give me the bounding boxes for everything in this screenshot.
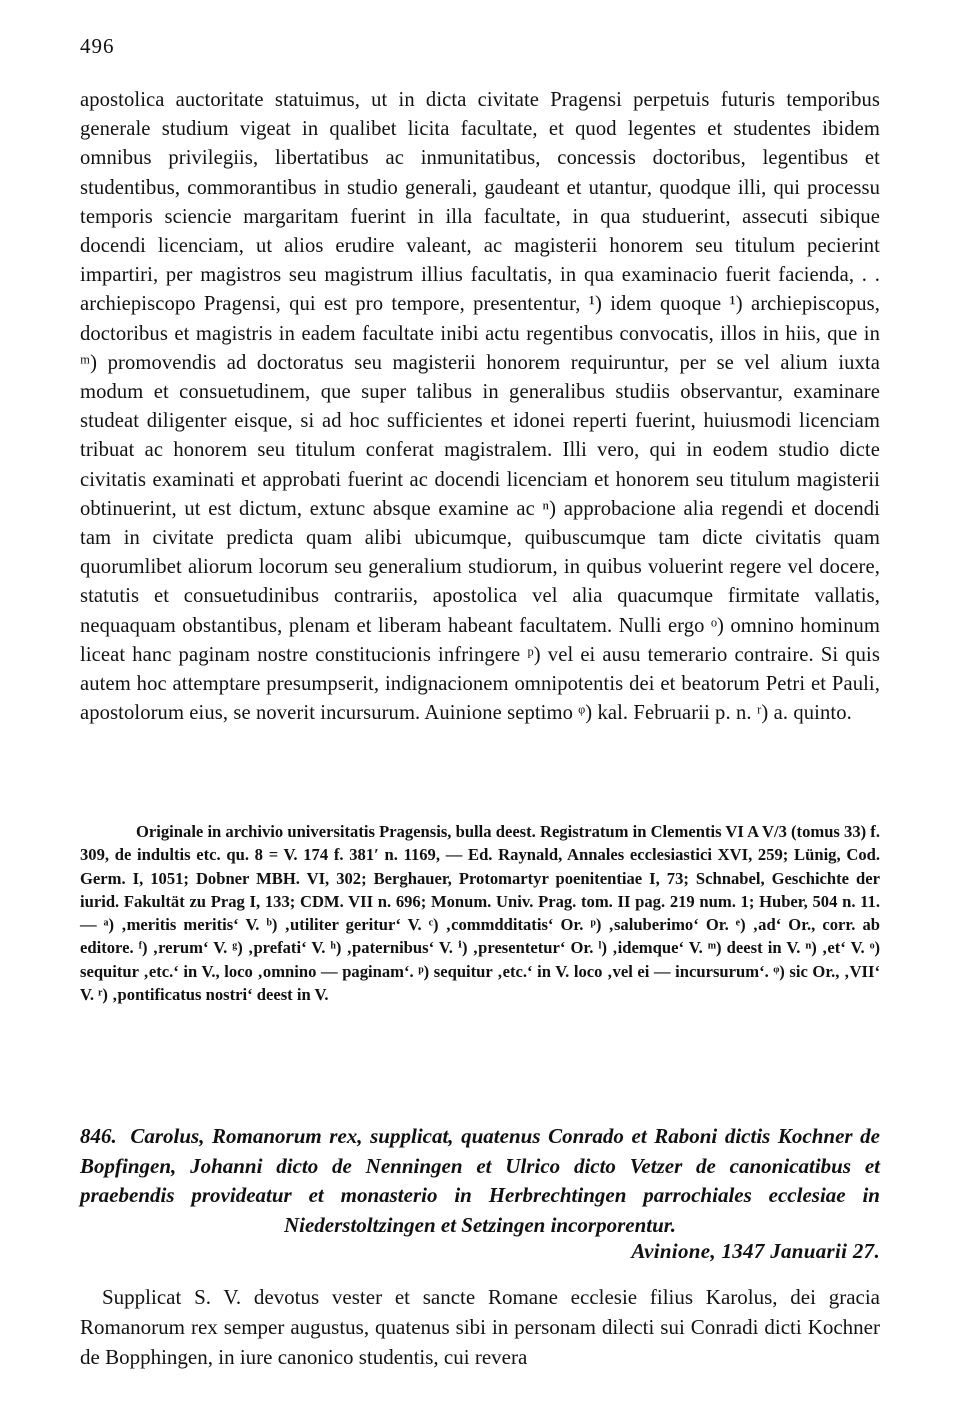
main-text: apostolica auctoritate statuimus, ut in dicta civitate Pragensi perpetuis futuris temporibus generale studium vigeat in qualibet licita facultate, et quod legentes et studentes ibidem omnibus privilegiis, libertatibus ac inmunitatibus, concessis doctoribus, legentibus et studentibus, commorantibus in studio generali, gaudeant et utantur, quodque illi, qui processu temporis sciencie margaritam fuerint in illa facultate, in qua studuerint, assecuti sibique docendi licenciam, ut alios erudire valeant, ac magisterii honorem seu titulum pecierint impartiri, per magistros seu magistrum illius facultatis, in qua examinacio fuerit facienda, . . archiepiscopo Pragensi, qui est pro tempore, presententur, ¹) idem quoque ¹) archiepiscopus, doctoribus et magistris in eadem facultate inibi actu regentibus convocatis, illos in hiis, que in ᵐ) promovendis ad doctoratus seu magisterii honorem requiruntur, per se vel alium iuxta modum et consuetudinem, que super talibus in generalibus studiis observantur, examinare studeat diligenter eisque, si ad hoc sufficientes et idonei reperti fuerint, huiusmodi licenciam tribuat ac honorem seu titulum conferat magistralem. Illi vero, qui in eodem studio dicte civitatis examinati et approbati fuerint ac docendi licenciam et honorem seu titulum magisterii obtinuerint, ut est dictum, extunc absque examine ac ⁿ) approbacione alia regendi et docendi tam in civitate predicta quam alibi ubicumque, quibuscumque tam dicte civitatis quam quorumlibet aliorum locorum seu generalium studiorum, in quibus voluerint regere vel docere, statutis et consuetudinibus contrariis, apostolica vel alia quacumque firmitate vallatis, nequaquam obstantibus, plenam et liberam habeant facultatem. Nulli ergo ᵒ) omnino hominum liceat hanc paginam nostre constitucionis infringere ᵖ) vel ei ausu temerario contraire. Si quis autem hoc attemptare presumpserit, indignacionem omnipotentis dei et beatorum Petri et Pauli, apostolorum eius, se noverit incursurum. Auinione septimo ᵠ) kal. Februarii p. n. ʳ) a. quinto. [80, 89, 880, 725]
footnotes-text: Originale in archivio universitatis Pragensis, bulla deest. Registratum in Clementis VI A V/3 (tomus 33) f. 309, de indultis etc. qu. 8 = V. 174 f. 381′ n. 1169, — Ed. Raynald, Annales ecclesiastici XVI, 259; Lünig, Cod. Germ. I, 1051; Dobner MBH. VI, 302; Berghauer, Protomartyr poenitentiae I, 73; Schnabel, Geschichte der iurid. Fakultät zu Prag I, 133; CDM. VII n. 696; Monum. Univ. Prag. tom. II pag. 219 num. 1; Huber, 504 n. 11. — ᵃ) ‚meritis meritis‘ V. ᵇ) ‚utiliter geritur‘ V. ᶜ) ‚commdditatis‘ Or. ᵖ) ‚saluberimo‘ Or. ᵉ) ‚ad‘ Or., corr. ab editore. ᶠ) ‚rerum‘ V. ᵍ) ‚prefati‘ V. ʰ) ‚paternibus‘ V. ⁱ) ‚presentetur‘ Or. ˡ) ‚idemque‘ V. ᵐ) deest in V. ⁿ) ‚et‘ V. ᵒ) sequitur ‚etc.‘ in V., loco ‚omnino — paginam‘. ᵖ) sequitur ‚etc.‘ in V. loco ‚vel ei — incursurum‘. ᵠ) sic Or., ‚VII‘ V. ʳ) ‚pontificatus nostri‘ deest in V. [80, 822, 880, 1005]
document-date: Avinione, 1347 Januarii 27. [631, 1239, 880, 1263]
document-number: 846. [80, 1124, 117, 1148]
document-summary: Carolus, Romanorum rex, supplicat, quatenus Conrado et Raboni dictis Kochner de Bopfingen, Johanni dicto de Nenningen et Ulrico dicto Vetzer de canonicatibus et praebendis provideatur et monasterio in Herbrechtingen parrochiales ecclesiae in Niederstoltzingen et Setzingen incorporentur. [80, 1124, 880, 1237]
page-number: 496 [80, 34, 115, 58]
footnotes [80, 820, 880, 1006]
document-heading [80, 1122, 880, 1240]
document-body: Supplicat S. V. devotus vester et sancte Romane ecclesie filius Karolus, dei gracia Romanorum rex semper augustus, quatenus sibi in personam dilecti sui Conradi dicti Kochner de Bopphingen, in iure canonico studentis, cui revera [80, 1285, 880, 1369]
